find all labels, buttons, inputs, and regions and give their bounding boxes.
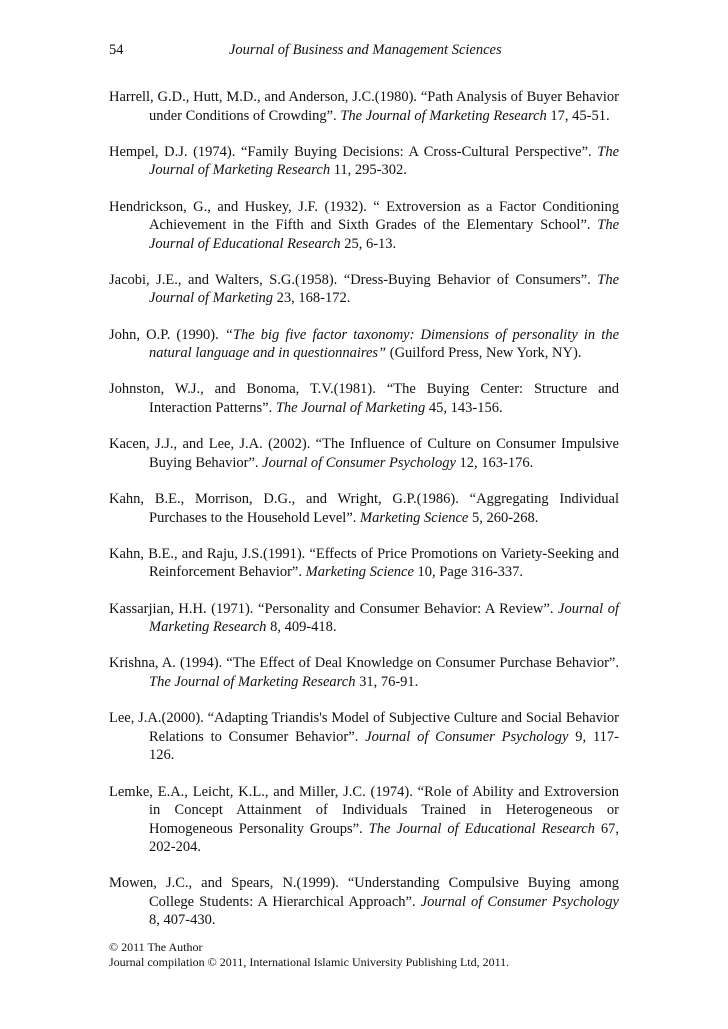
reference-source: Marketing Science — [360, 509, 469, 526]
reference-source: The Journal of Educational Research — [149, 217, 619, 252]
reference-entry — [109, 88, 619, 125]
journal-compilation-notice: Journal compilation © 2011, International Islamic University Publishing Ltd, 2011. — [109, 955, 510, 969]
reference-details: 23, 168-172. — [273, 290, 351, 307]
reference-source: Journal of Consumer Psychology — [420, 893, 619, 910]
reference-text: Hendrickson, G., and Huskey, J.F. (1932). “ Extroversion as a Factor Conditioning Achievement in the Fifth and Sixth Grades of the Elementary School”. — [109, 198, 619, 234]
reference-source: Journal of Marketing Research — [149, 600, 619, 636]
reference-entry — [109, 435, 619, 472]
reference-details: 5, 260-268. — [468, 509, 539, 526]
reference-entry — [109, 490, 619, 527]
reference-text: Kassarjian, H.H. (1971). “Personality and Consumer Behavior: A Review”. — [109, 600, 559, 617]
reference-text: Hempel, D.J. (1974). “Family Buying Decisions: A Cross-Cultural Perspective”. — [109, 143, 598, 160]
reference-entry — [109, 545, 619, 582]
reference-list — [109, 88, 619, 948]
reference-entry — [109, 380, 619, 417]
reference-details: 12, 163-176. — [455, 454, 534, 471]
reference-text: Jacobi, J.E., and Walters, S.G.(1958). “Dress-Buying Behavior of Consumers”. — [109, 271, 598, 288]
page-number: 54 — [109, 42, 124, 58]
reference-source: The Journal of Marketing — [275, 399, 426, 416]
reference-source: The Journal of Marketing Research — [149, 673, 356, 690]
reference-entry — [109, 143, 619, 180]
reference-entry — [109, 654, 619, 691]
reference-text: Kacen, J.J., and Lee, J.A. (2002). “The Influence of Culture on Consumer Impulsive Buying Behavior”. — [109, 436, 619, 471]
copyright-notice: © 2011 The Author — [109, 940, 203, 954]
reference-details: 17, 45-51. — [546, 107, 610, 124]
reference-text: Lemke, E.A., Leicht, K.L., and Miller, J.C. (1974). “Role of Ability and Extroversion in Concept Attainment of Individuals Trained in Heterogeneous or Homogeneous Personality Groups”. — [109, 783, 619, 837]
reference-entry — [109, 600, 619, 637]
reference-source: Marketing Science — [305, 564, 414, 581]
reference-details: 31, 76-91. — [355, 673, 419, 690]
page-header — [109, 42, 619, 64]
reference-text: John, O.P. (1990). — [109, 326, 225, 343]
reference-details: 8, 407-430. — [149, 912, 216, 929]
reference-source: The Journal of Marketing Research — [149, 143, 619, 179]
reference-text: Mowen, J.C., and Spears, N.(1999). “Understanding Compulsive Buying among College Students: A Hierarchical Approach”. — [109, 875, 619, 910]
reference-entry — [109, 709, 619, 765]
page-footer — [109, 940, 629, 970]
reference-details: 8, 409-418. — [266, 619, 337, 636]
reference-text: Krishna, A. (1994). “The Effect of Deal Knowledge on Consumer Purchase Behavior”. — [109, 655, 619, 672]
reference-text: Harrell, G.D., Hutt, M.D., and Anderson, J.C.(1980). “Path Analysis of Buyer Behavior under Conditions of Crowding”. — [109, 89, 619, 124]
reference-details: 45, 143-156. — [425, 399, 503, 416]
reference-text: Johnston, W.J., and Bonoma, T.V.(1981). “The Buying Center: Structure and Interaction Patterns”. — [109, 381, 619, 416]
reference-entry — [109, 271, 619, 308]
reference-entry — [109, 783, 619, 857]
reference-details: 9, 117- 126. — [149, 728, 619, 764]
reference-text: Lee, J.A.(2000). “Adapting Triandis's Model of Subjective Culture and Social Behavior Relations to Consumer Behavior”. — [109, 710, 619, 745]
journal-title: Journal of Business and Management Sciences — [229, 42, 502, 58]
reference-details: 11, 295-302. — [330, 162, 407, 179]
reference-source: The Journal of Marketing Research — [340, 107, 547, 124]
reference-source: Journal of Consumer Psychology — [262, 454, 456, 471]
reference-source: The Journal of Marketing — [149, 271, 619, 307]
reference-details: 25, 6-13. — [340, 235, 397, 252]
reference-details: 67, 202-204. — [149, 820, 619, 856]
reference-source: The Journal of Educational Research — [368, 820, 595, 837]
reference-source: “The big five factor taxonomy: Dimensions of personality in the natural language and in questionnaires” — [149, 326, 620, 362]
reference-entry — [109, 874, 619, 930]
reference-details: (Guilford Press, New York, NY). — [386, 345, 582, 362]
reference-entry — [109, 198, 619, 254]
reference-entry — [109, 326, 619, 363]
reference-text: Kahn, B.E., and Raju, J.S.(1991). “Effects of Price Promotions on Variety-Seeking and Reinforcement Behavior”. — [109, 545, 619, 581]
reference-text: Kahn, B.E., Morrison, D.G., and Wright, G.P.(1986). “Aggregating Individual Purchases to the Household Level”. — [109, 491, 619, 526]
reference-source: Journal of Consumer Psychology — [365, 728, 569, 745]
reference-details: 10, Page 316-337. — [413, 564, 524, 581]
